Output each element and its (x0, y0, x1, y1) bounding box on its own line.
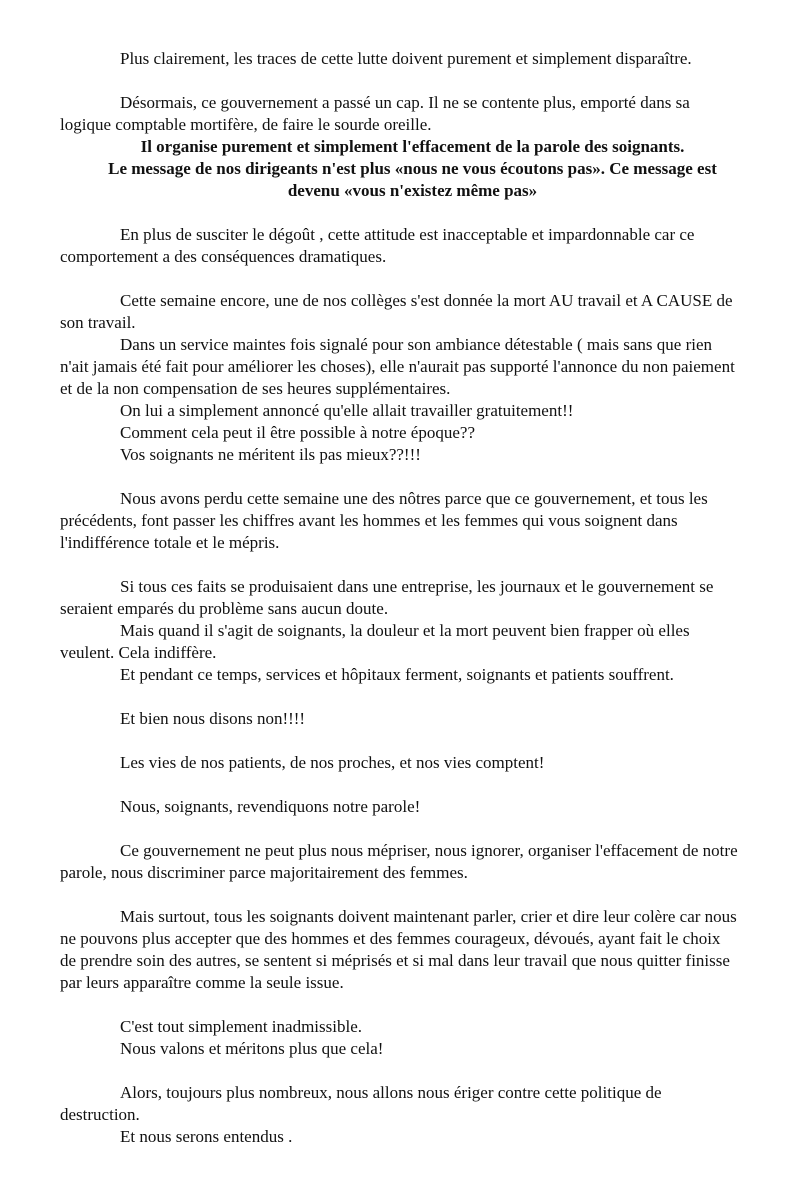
text-line: Comment cela peut il être possible à notre époque?? (120, 423, 475, 442)
bold-statement-line: devenu «vous n'existez même pas» (287, 181, 538, 200)
text-line: par leurs apparaître comme la seule issue. (60, 973, 344, 992)
text-line: Plus clairement, les traces de cette lutte doivent purement et simplement disparaître. (120, 49, 692, 68)
text-line: Nous avons perdu cette semaine une des nôtres parce que ce gouvernement, et tous les (120, 489, 708, 508)
text-line: Cette semaine encore, une de nos collèges s'est donnée la mort AU travail et A CAUSE de (120, 291, 733, 310)
text-line: Vos soignants ne méritent ils pas mieux??!!! (120, 445, 421, 464)
text-line: et de la non compensation de ses heures supplémentaires. (60, 379, 451, 398)
text-line: En plus de susciter le dégoût , cette attitude est inacceptable et impardonnable car ce (120, 225, 695, 244)
text-line: précédents, font passer les chiffres avant les hommes et les femmes qui vous soignent dans (60, 511, 678, 530)
text-line: On lui a simplement annoncé qu'elle allait travailler gratuitement!! (120, 401, 574, 420)
text-line: Nous, soignants, revendiquons notre parole! (120, 797, 421, 816)
text-line: son travail. (60, 313, 136, 332)
text-line: Mais surtout, tous les soignants doivent maintenant parler, crier et dire leur colère car nous (120, 907, 737, 926)
text-line: Ce gouvernement ne peut plus nous mépriser, nous ignorer, organiser l'effacement de notre (120, 841, 738, 860)
text-line: comportement a des conséquences dramatiques. (60, 247, 387, 266)
text-line: Mais quand il s'agit de soignants, la douleur et la mort peuvent bien frapper où elles (120, 621, 690, 640)
document-body (60, 48, 765, 1148)
text-line: Les vies de nos patients, de nos proches, et nos vies comptent! (120, 753, 545, 772)
text-line: Et bien nous disons non!!!! (120, 709, 306, 728)
text-line: l'indifférence totale et le mépris. (60, 533, 280, 552)
bold-statement-line: Il organise purement et simplement l'effacement de la parole des soignants. (140, 137, 685, 156)
text-line: Alors, toujours plus nombreux, nous allons nous ériger contre cette politique de (120, 1083, 662, 1102)
text-line: destruction. (60, 1105, 140, 1124)
text-line: Désormais, ce gouvernement a passé un cap. Il ne se contente plus, emporté dans sa (120, 93, 690, 112)
text-line: ne pouvons plus accepter que des hommes et des femmes courageux, dévoués, ayant fait le choix (60, 929, 721, 948)
text-line: de prendre soin des autres, se sentent si méprisés et si mal dans leur travail que nous quitter finisse (60, 951, 730, 970)
text-line: n'ait jamais été fait pour améliorer les choses), elle n'aurait pas supporté l'annonce du non paiement (60, 357, 735, 376)
text-line: veulent. Cela indiffère. (60, 643, 217, 662)
text-line: Nous valons et méritons plus que cela! (120, 1039, 384, 1058)
text-line: Dans un service maintes fois signalé pour son ambiance détestable ( mais sans que rien (120, 335, 712, 354)
text-line: Et pendant ce temps, services et hôpitaux ferment, soignants et patients souffrent. (120, 665, 674, 684)
text-line: logique comptable mortifère, de faire le sourde oreille. (60, 115, 432, 134)
text-line: parole, nous discriminer parce majoritairement des femmes. (60, 863, 468, 882)
text-line: Et nous serons entendus . (120, 1127, 293, 1146)
text-line: seraient emparés du problème sans aucun doute. (60, 599, 389, 618)
bold-statement-line: Le message de nos dirigeants n'est plus «nous ne vous écoutons pas». Ce message est (108, 159, 717, 178)
text-line: Si tous ces faits se produisaient dans une entreprise, les journaux et le gouvernement se (120, 577, 714, 596)
text-line: C'est tout simplement inadmissible. (120, 1017, 362, 1036)
